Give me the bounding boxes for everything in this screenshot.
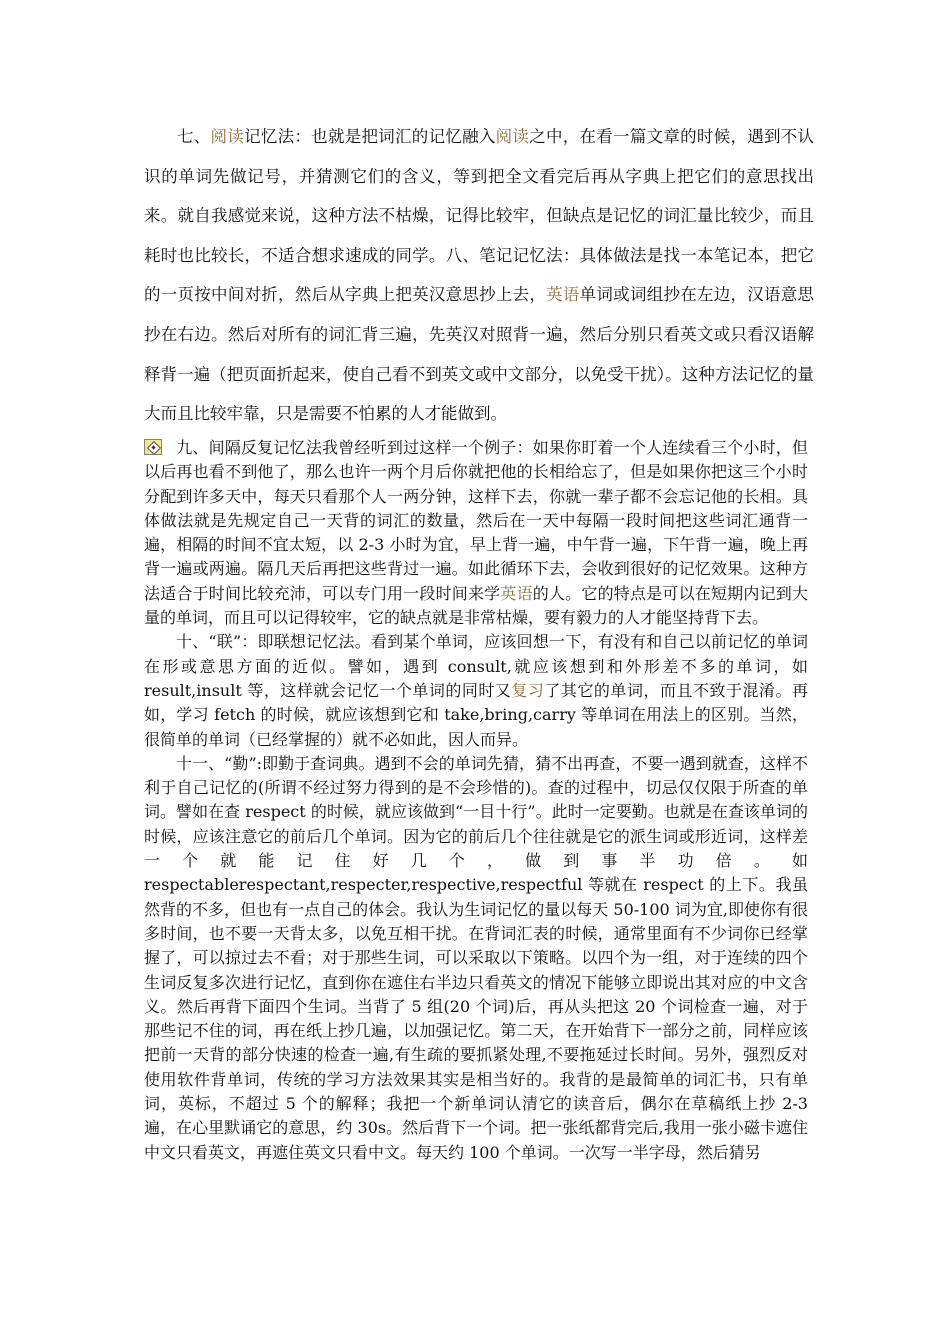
paragraph-9-text-a: 九、间隔反复记忆法我曾经听到过这样一个例子：如果你盯着一个人连续看三个小时，但以后再也看不到他了，那么也许一两个月后你就把他的长相给忘了，但是如果你把这三个小时分配到许多天中，每天只看那个人一两分钟，这样下去，你就一辈子都不会忘记他的长相。具体做法就是先规定自己一天背的词汇的数量，然后在一天中每隔一段时间把这些词汇通背一遍，相隔的时间不宜太短，以 2-3 小时为宜，早上背一遍，中午背一遍，下午背一遍，晚上再背一遍或两遍。隔几天后再把这些背过一遍。如此循环下去，会收到很好的记忆效果。这种方法适合于时间比较充沛，可以专门用一段时间来学 [144,438,808,603]
paragraph-11-text: 十一、“勤”:即勤于查词典。遇到不会的单词先猜，猜不出再查，不要一遇到就查，这样不利于自己记忆的(所谓不经过努力得到的是不会珍惜的)。查的过程中，切忌仅仅限于所查的单词。譬如在查 respect 的时候，就应该做到“一目十行”。此时一定要勤。也就是在查该单词的时候，应该注意它的前后几个单词。因为它的前后几个往往就是它的派生词或形近词，这样差一个就能记住好几个，做到事半功倍。如 respectablerespectant,respecter,respective,respectful 等就在 respect 的上下。我虽然背的不多，但也有一点自己的体会。我认为生词记忆的量以每天 50-100 词为宜,即使你有很多时间，也不要一天背太多，以免互相干扰。在背词汇表的时候，通常里面有不少词你已经掌握了，可以掠过去不看；对于那些生词，可以采取以下策略。以四个为一组，对于连续的四个生词反复多次进行记忆，直到你在遮住右半边只看英文的情况下能够立即说出其对应的中文含义。然后再背下面四个生词。当背了 5 组(20 个词)后，再从头把这 20 个词检查一遍，对于那些记不住的词，再在纸上抄几遍，以加强记忆。第二天，在开始背下一部分之前，同样应该把前一天背的部分快速的检查一遍,有生疏的要抓紧处理,不要拖延过长时间。另外，强烈反对使用软件背单词，传统的学习方法效果其实是相当好的。我背的是最简单的词汇书，只有单词，英标，不超过 5 个的解释；我把一个新单词认清它的读音后，偶尔在草稿纸上抄 2-3 遍，在心里默诵它的意思，约 30s。然后背下一个词。把一张纸都背完后,我用一张小磁卡遮住中文只看英文，再遮住英文只看中文。每天约 100 个单词。一次写一半字母，然后猜另 [144,753,808,1162]
paragraph-10-text-a: 十、“联”：即联想记忆法。看到某个单词，应该回想一下，有没有和自己以前记忆的单词在形或意思方面的近似。譬如，遇到 consult,就应该想到和外形差不多的单词，如 result,insult 等，这样就会记忆一个单词的同时又 [144,632,808,700]
link-english-2[interactable]: 英语 [500,583,533,603]
link-reading-2[interactable]: 阅读 [495,127,530,146]
paragraph-8-text: 单词或词组抄在左边，汉语意思抄在右边。然后对所有的词汇背三遍，先英汉对照背一遍，然后分别只看英文或只看汉语解释背一遍（把页面折起来，使自己看不到英文或中文部分，以免受干扰）。这种方法记忆的量大而且比较牢靠，只是需要不怕累的人才能做到。 [144,285,815,424]
paragraph-7-prefix: 七、 [177,127,211,146]
paragraph-7-text-a: 记忆法：也就是把词汇的记忆融入 [244,127,496,146]
link-english[interactable]: 英语 [546,285,580,305]
paragraph-7-text-b: 之中，在看一篇文章的时候，遇到不认识的单词先做记号，并猜测它们的含义，等到把全文看完后再从字典上把它们的意思找出来。就自我感觉来说，这种方法不枯燥，记得比较牢，但缺点是记忆的词汇量比较少，而且耗时也比较长，不适合想求速成的同学。八、笔记记忆法：具体做法是找一本笔记本，把它的一页按中间对折，然后从字典上把英汉意思抄上去， [144,127,815,305]
link-reading[interactable]: 阅读 [210,127,245,146]
paragraph-7-8 [144,117,814,434]
paragraph-9-text-b: 的人。它的特点是可以在短期内记到大量的单词，而且可以记得较牢，它的缺点就是非常枯燥，要有毅力的人才能坚持背下去。 [144,583,808,628]
section-memory-methods-7-8 [144,117,814,434]
paragraph-10 [144,630,808,751]
paragraph-11 [144,752,808,1165]
link-review[interactable]: 复习 [511,680,545,700]
comment-note-icon[interactable] [144,439,162,455]
paragraph-10-text-b: 了其它的单词，而且不致于混淆。再如，学习 fetch 的时候，就应该想到它和 take,bring,carry 等单词在用法上的区别。当然，很简单的单词（已经掌握的）就不必如此，因人而异。 [144,680,808,749]
section-memory-methods-9-11 [144,436,808,1165]
paragraph-9 [144,436,808,630]
